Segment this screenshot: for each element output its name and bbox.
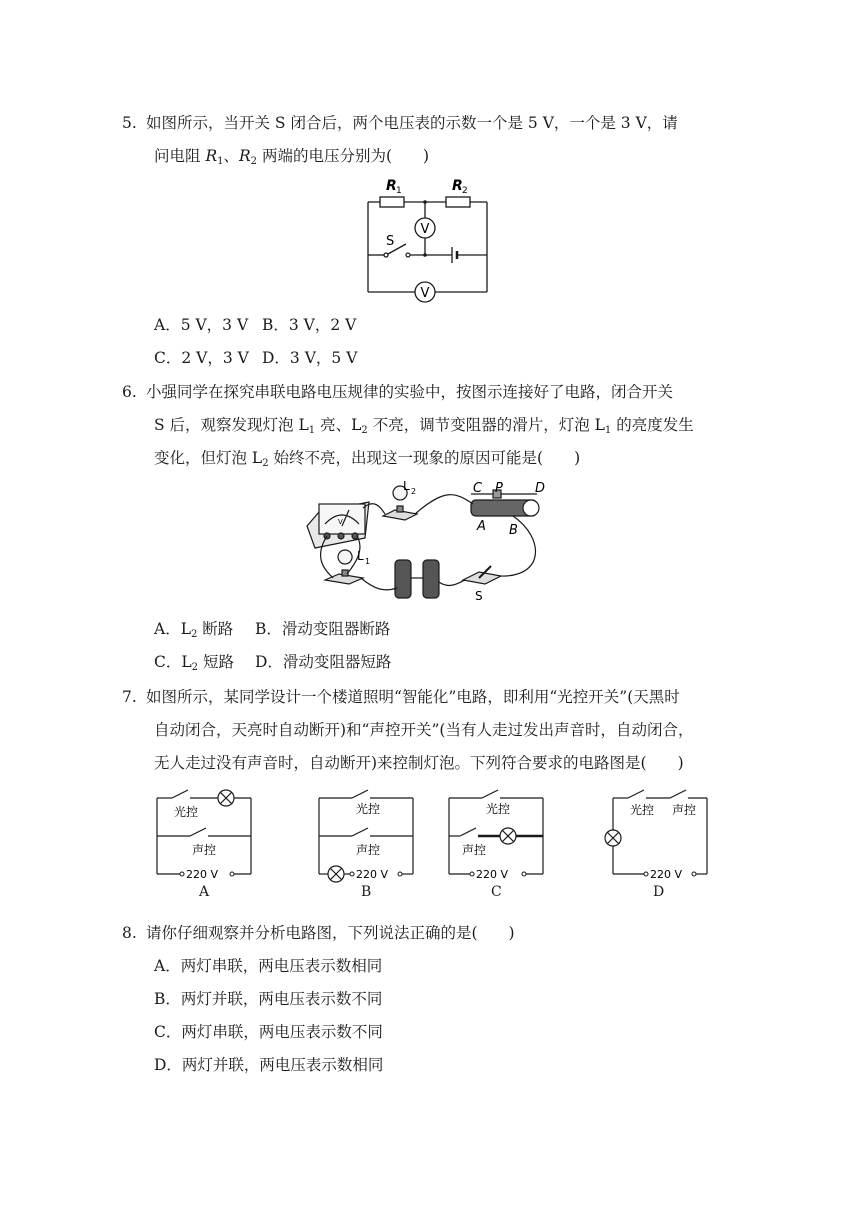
q6-l2s1: 1	[308, 425, 316, 436]
q6-fig-l1-sub: 1	[365, 557, 371, 566]
q6-l2s3: 1	[604, 425, 612, 436]
q6-option-c	[154, 651, 234, 673]
q7a-voltage: 220 V	[186, 868, 219, 881]
q6-stem-line3	[154, 447, 580, 469]
q7c-light-switch-icon	[482, 790, 498, 798]
q7-stem-line3: 无人走过没有声音时，自动断开)来控制灯泡。下列符合要求的电路图是( )	[154, 754, 684, 772]
q6-fig-l2: L	[403, 479, 410, 493]
q6-l2d: 的亮度发生	[611, 416, 694, 434]
q6-fig-a: A	[477, 519, 486, 534]
q5-r1: R	[205, 147, 218, 165]
q5-fig-r1-sub: 1	[396, 186, 402, 196]
q7d-voltage: 220 V	[650, 868, 683, 881]
q5-r1-sub: 1	[217, 156, 224, 167]
q6-fig-l2-sub: 2	[411, 487, 417, 496]
q7-stem-line2: 自动闭合，天亮时自动断开)和“声控开关”(当有人走过发出声音时，自动闭合，	[154, 721, 694, 739]
q8-option-c: C．两灯串联，两电压表示数不同	[154, 1023, 383, 1041]
q8-option-b: B．两灯并联，两电压表示数不同	[154, 990, 383, 1008]
q6-l2a: S 后，观察发现灯泡 L	[154, 416, 309, 434]
q5-option-b: B．3 V，2 V	[262, 316, 357, 334]
q7b-sound-switch-icon	[352, 828, 368, 836]
q5-sep: 、	[223, 147, 239, 165]
q8-option-d: D．两灯并联，两电压表示数相同	[154, 1056, 384, 1074]
q5-fig-switch-label: S	[386, 234, 395, 249]
q5-line2-pre: 问电阻	[154, 147, 206, 165]
q7a-sound-label: 声控	[192, 843, 217, 857]
q7-number: 7.	[122, 688, 137, 706]
q7b-light-switch-icon	[352, 790, 368, 798]
q5-r1-resistor-icon	[380, 197, 404, 207]
q5-stem-line1: 如图所示，当开关 S 闭合后，两个电压表的示数一个是 5 V，一个是 3 V，请	[146, 114, 678, 132]
q6-option-b: B．滑动变阻器断路	[255, 620, 391, 638]
q6-l2b: 亮、L	[315, 416, 362, 434]
q7d-light-switch-icon	[628, 790, 644, 798]
q7-circuit-c	[446, 788, 548, 880]
q6-stem-line2	[154, 414, 694, 436]
q7-circuit-d	[610, 788, 712, 880]
q6-fig-l1: L	[357, 549, 364, 563]
q7c-light-label: 光控	[486, 802, 511, 816]
q5-number: 5.	[122, 114, 137, 132]
q6-fig-c: C	[473, 481, 483, 496]
q8-option-a: A．两灯串联，两电压表示数相同	[154, 957, 383, 975]
q8-stem: 请你仔细观察并分析电路图，下列说法正确的是( )	[146, 924, 515, 942]
q8-number: 8.	[122, 924, 137, 942]
q6-number: 6.	[122, 383, 137, 401]
q5-fig-v1: V	[420, 222, 430, 237]
q6-optC-pre: C．L	[154, 653, 192, 671]
q5-r2-sub: 2	[250, 156, 258, 167]
q6-l3a: 变化，但灯泡 L	[154, 449, 263, 467]
q6-stem-line1: 小强同学在探究串联电路电压规律的实验中，按图示连接好了电路，闭合开关	[146, 383, 674, 401]
q6-fig-p: P	[495, 481, 503, 496]
q7d-sound-label: 声控	[672, 803, 697, 817]
q7b-sound-label: 声控	[356, 843, 381, 857]
q6-battery-1-icon	[395, 560, 411, 598]
q5-circuit-diagram	[360, 172, 495, 302]
q5-fig-r1: R	[386, 178, 397, 194]
q5-r2-resistor-icon	[446, 197, 470, 207]
q6-battery-2-icon	[423, 560, 439, 598]
q6-fig-meter: V	[338, 518, 343, 526]
q7c-sound-switch-icon	[460, 828, 476, 836]
q5-option-c: C．2 V，3 V	[154, 349, 249, 367]
q7b-voltage: 220 V	[356, 868, 389, 881]
q6-optA-post: 断路	[197, 620, 234, 638]
q7a-light-switch-icon	[172, 790, 188, 798]
q6-fig-s: S	[475, 589, 483, 603]
q7-caption-b: B	[361, 884, 372, 900]
q6-option-d: D．滑动变阻器短路	[255, 653, 392, 671]
q7d-light-label: 光控	[630, 803, 655, 817]
q6-l1-bulb-icon	[338, 550, 352, 564]
q5-r2: R	[239, 147, 251, 165]
q5-fig-r2-sub: 2	[462, 186, 468, 196]
q6-option-a	[154, 618, 233, 640]
q6-optA-sub: 2	[191, 629, 198, 640]
q7c-voltage: 220 V	[476, 868, 509, 881]
q7a-sound-switch-icon	[190, 828, 206, 836]
q6-optC-post: 短路	[198, 653, 234, 671]
q5-option-a: A．5 V，3 V	[154, 316, 249, 334]
q6-l3b: 始终不亮，出现这一现象的原因可能是( )	[268, 449, 581, 467]
q6-l2s2: 2	[361, 425, 368, 436]
q7c-sound-label: 声控	[462, 843, 487, 857]
q6-l3s: 2	[262, 458, 269, 469]
q7a-light-label: 光控	[174, 805, 199, 819]
q6-fig-b: B	[509, 523, 518, 538]
q7-circuit-b	[316, 788, 418, 880]
q6-circuit-illustration	[305, 478, 555, 606]
q6-optA-pre: A．L	[154, 620, 191, 638]
q5-option-d: D．3 V，5 V	[262, 349, 358, 367]
q5-stem-line2	[154, 145, 429, 167]
q7-stem-line1: 如图所示，某同学设计一个楼道照明“智能化”电路，即利用“光控开关”(天黑时	[146, 688, 680, 706]
q7-caption-d: D	[653, 884, 665, 900]
q6-fig-d: D	[535, 481, 546, 496]
q7-caption-a: A	[199, 884, 210, 900]
q7-caption-c: C	[491, 884, 502, 900]
q5-line2-post: 两端的电压分别为( )	[257, 147, 430, 165]
q5-fig-r2: R	[452, 178, 463, 194]
q5-fig-v2: V	[420, 286, 430, 301]
q6-l2c: 不亮，调节变阻器的滑片，灯泡 L	[367, 416, 605, 434]
q7b-light-label: 光控	[356, 802, 381, 816]
q7d-sound-switch-icon	[670, 790, 686, 798]
q7-circuit-a	[154, 788, 256, 880]
q6-optC-sub: 2	[191, 662, 199, 673]
